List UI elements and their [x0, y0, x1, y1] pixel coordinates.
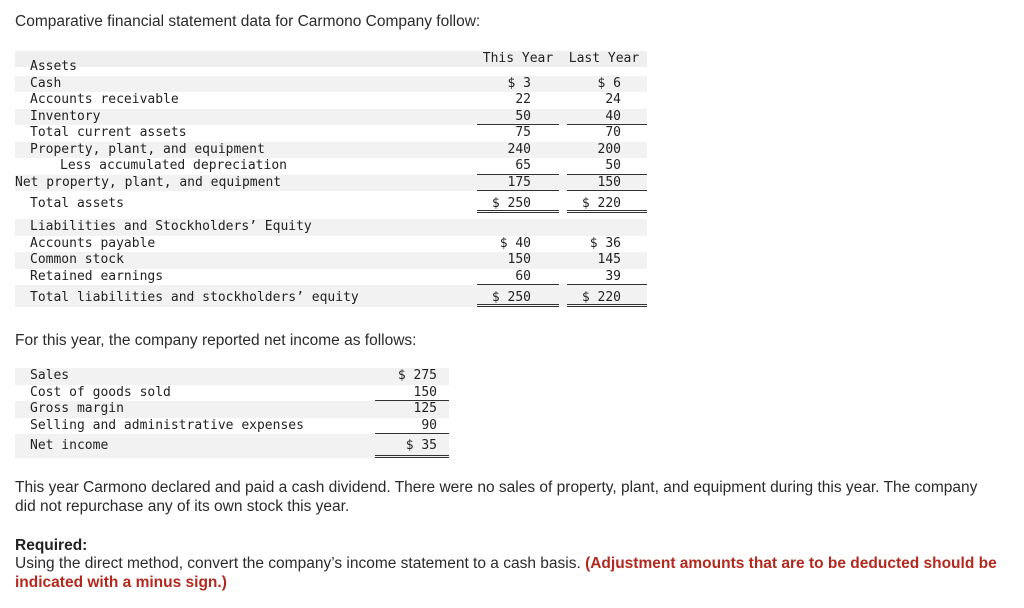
- amount-value: $ 275: [397, 368, 437, 383]
- row-label: Cash: [30, 75, 62, 91]
- row-label: Common stock: [30, 252, 124, 267]
- column-header-last-year: Last Year: [561, 51, 647, 67]
- last-year-value: 24: [605, 92, 621, 107]
- this-year-value: 150: [507, 252, 531, 267]
- last-year-value: 150: [597, 174, 621, 190]
- table-row: [15, 219, 647, 236]
- note-text: This year Carmono declared and paid a cash dividend. There were no sales of property, plant, and equipment during this year. The company did not repurchase any of its own stock this year.: [15, 479, 978, 515]
- column-header-this-year: This Year: [477, 51, 559, 67]
- table-row: [15, 269, 647, 286]
- row-label: Total liabilities and stockholders’ equity: [30, 290, 359, 305]
- table-row: [15, 285, 647, 307]
- this-year-value: 65: [515, 158, 531, 173]
- last-year-value: $ 220: [581, 290, 621, 305]
- table-row: [15, 385, 449, 402]
- row-label: Selling and administrative expenses: [30, 417, 304, 433]
- this-year-value: $ 40: [499, 235, 531, 251]
- amount-value: 150: [413, 384, 437, 400]
- row-label: Net income: [30, 438, 109, 453]
- row-label: Total assets: [30, 196, 124, 211]
- table-row: [15, 59, 647, 76]
- last-year-value: $ 6: [597, 75, 621, 91]
- table-row: [15, 191, 647, 213]
- amount-value: 125: [413, 401, 437, 416]
- this-year-value: 240: [507, 141, 531, 157]
- row-label: Less accumulated depreciation: [60, 158, 287, 173]
- table-row: [15, 125, 647, 142]
- table-row: [15, 418, 449, 435]
- table-row: [15, 236, 647, 253]
- this-year-value: 175: [507, 174, 531, 190]
- table-row: [15, 401, 449, 418]
- this-year-value: 75: [515, 125, 531, 140]
- row-label: Accounts payable: [30, 235, 156, 251]
- last-year-value: 145: [597, 252, 621, 267]
- table-row: [15, 434, 449, 458]
- this-year-value: 60: [515, 268, 531, 284]
- balance-sheet-table: [15, 51, 647, 307]
- this-year-value: 50: [515, 108, 531, 124]
- row-label: Gross margin: [30, 401, 124, 416]
- last-year-value: 40: [605, 108, 621, 124]
- this-year-value: $ 250: [491, 196, 531, 211]
- required-instruction: Using the direct method, convert the company’s income statement to a cash basis.: [15, 555, 581, 572]
- this-year-value: 22: [515, 92, 531, 107]
- row-label: Inventory: [30, 108, 101, 124]
- income-statement-table: [15, 368, 449, 458]
- table-row: [15, 92, 647, 109]
- amount-value: $ 35: [405, 438, 437, 453]
- row-label: Retained earnings: [30, 268, 164, 284]
- row-label: Property, plant, and equipment: [30, 141, 265, 157]
- required-title: Required:: [15, 537, 88, 554]
- row-label: Net property, plant, and equipment: [15, 174, 282, 190]
- last-year-value: 200: [597, 141, 621, 157]
- amount-value: 90: [421, 417, 437, 433]
- table-row: [15, 158, 647, 175]
- table-row: [15, 252, 647, 269]
- last-year-value: 39: [605, 268, 621, 284]
- table-row: [15, 175, 647, 192]
- this-year-value: $ 3: [507, 75, 531, 91]
- last-year-value: $ 220: [581, 196, 621, 211]
- row-label: Accounts receivable: [30, 92, 179, 107]
- this-year-value: $ 250: [491, 290, 531, 305]
- income-intro-text: For this year, the company reported net income as follows:: [15, 332, 417, 349]
- row-label: Total current assets: [30, 125, 187, 140]
- table-row: [15, 76, 647, 93]
- intro-text: Comparative financial statement data for Carmono Company follow:: [15, 13, 481, 30]
- last-year-value: 70: [605, 125, 621, 140]
- table-row: [15, 142, 647, 159]
- row-label: Cost of goods sold: [30, 384, 171, 400]
- table-row: [15, 109, 647, 126]
- row-label: Assets: [30, 59, 77, 74]
- last-year-value: 50: [605, 158, 621, 173]
- required-emphasis: (Adjustment amounts that are to be deducted should be indicated with a minus sign.): [15, 555, 997, 591]
- row-label: Sales: [30, 368, 70, 383]
- required-text: [15, 554, 1005, 592]
- section-heading: Liabilities and Stockholders’ Equity: [30, 219, 312, 234]
- last-year-value: $ 36: [589, 235, 621, 251]
- table-row: [15, 368, 449, 385]
